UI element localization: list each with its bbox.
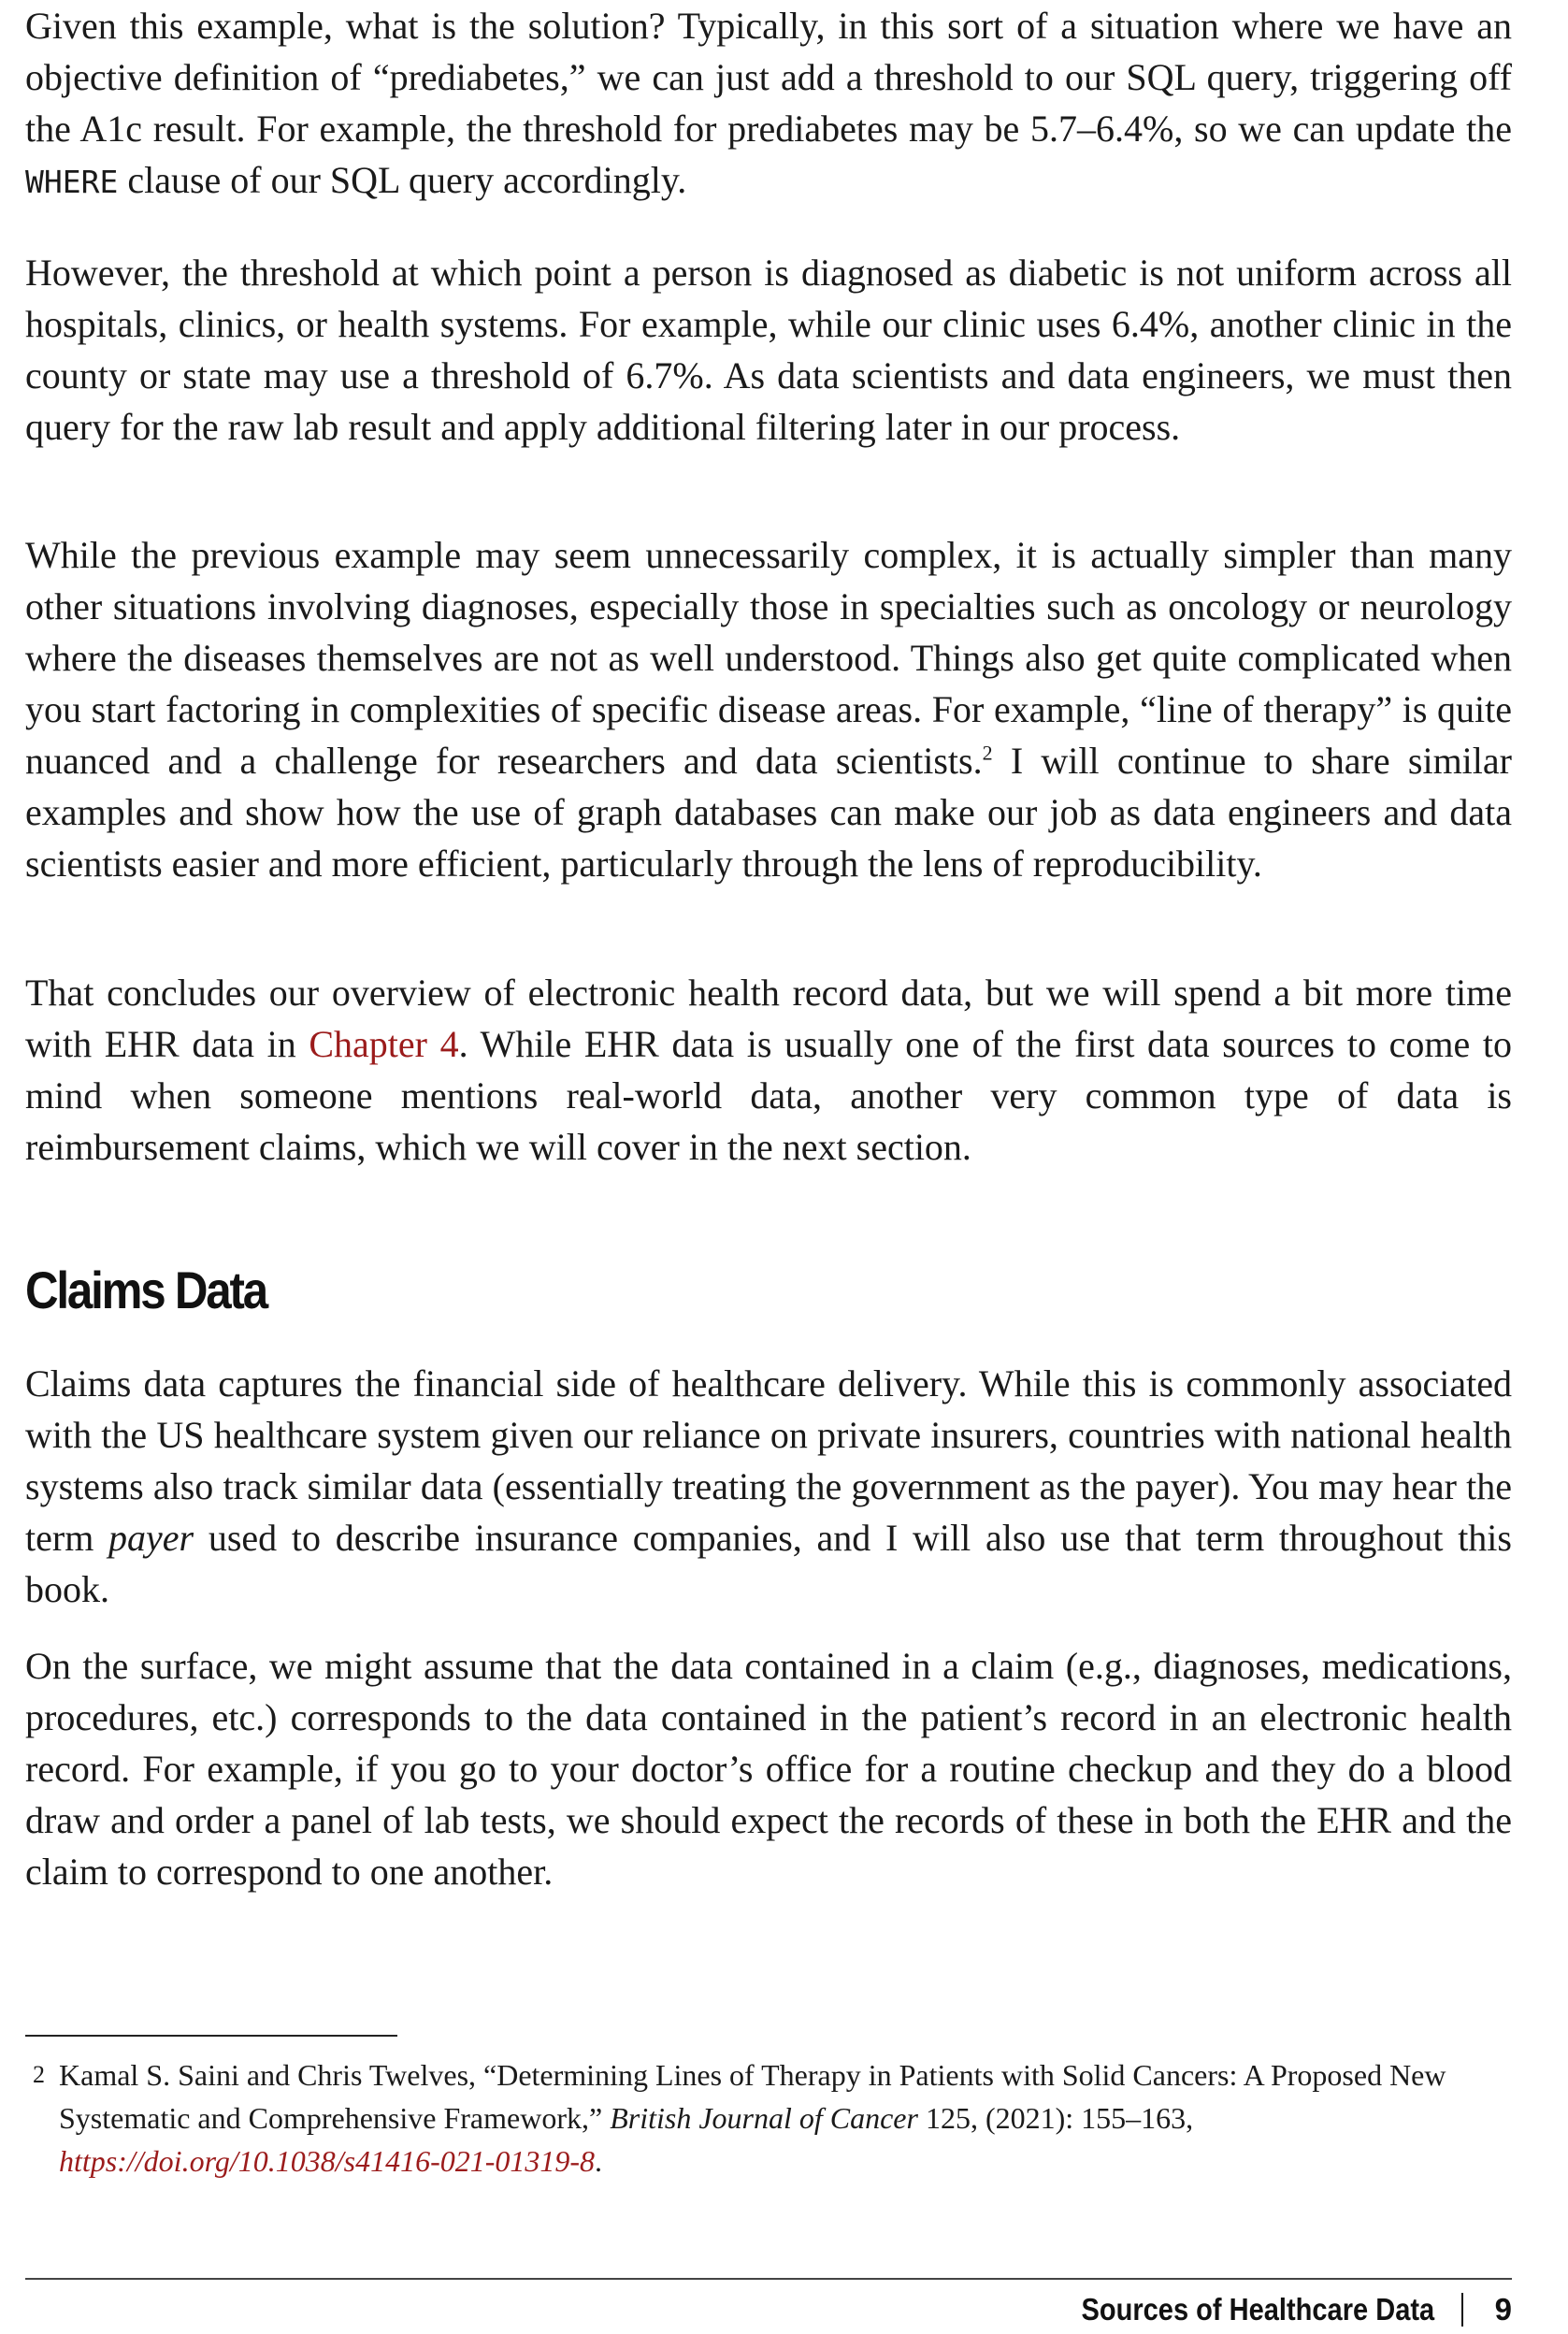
paragraph-4 bbox=[25, 967, 1512, 1173]
paragraph-6: On the surface, we might assume that the data contained in a claim (e.g., diagnoses, medications, procedures, etc.) corresponds to the data contained in the patient’s record in an electronic health record. For example, if you go to your doctor’s office for a routine checkup and they do a blood draw and order a panel of lab tests, we should expect the records of these in both the EHR and the claim to correspond to one another. bbox=[25, 1645, 1512, 1893]
footer-separator bbox=[1461, 2293, 1463, 2327]
footnote-reference-2[interactable]: 2 bbox=[982, 741, 993, 765]
footnote-doi-link[interactable]: https://doi.org/10.1038/s41416-021-01319-8 bbox=[59, 2144, 596, 2178]
chapter-4-link[interactable]: Chapter 4 bbox=[309, 1023, 459, 1065]
footnote-divider bbox=[25, 2035, 397, 2037]
paragraph-1-text-b: clause of our SQL query accordingly. bbox=[118, 159, 687, 201]
footnote-2 bbox=[25, 2053, 1512, 2183]
footnote-journal: British Journal of Cancer bbox=[610, 2101, 918, 2135]
paragraph-5-text-b: used to describe insurance companies, and I will also use that term throughout this book. bbox=[25, 1517, 1512, 1610]
paragraph-3-text-b: I will continue to share similar examples and show how the use of graph databases can make our job as data engineers and data scientists easier and more efficient, particularly through the lens of reproducibility. bbox=[25, 740, 1512, 885]
footnote-text bbox=[59, 2053, 1512, 2183]
paragraph-3 bbox=[25, 529, 1512, 889]
paragraph-3-text-a: While the previous example may seem unnecessarily complex, it is actually simpler than many other situations involving diagnoses, especially those in specialties such as oncology or neurology where the diseases themselves are not as well understood. Things also get quite complicated when you start factoring in complexities of specific disease areas. For example, “line of therapy” is quite nuanced and a challenge for researchers and data scientists. bbox=[25, 534, 1512, 782]
footer-chapter-title: Sources of Healthcare Data bbox=[1081, 2292, 1435, 2327]
paragraph-2: However, the threshold at which point a person is diagnosed as diabetic is not uniform across all hospitals, clinics, or health systems. For example, while our clinic uses 6.4%, another clinic in the county or state may use a threshold of 6.7%. As data scientists and data engineers, we must then query for the raw lab result and apply additional filtering later in our process. bbox=[25, 252, 1512, 448]
page-footer bbox=[1033, 2289, 1512, 2330]
paragraph-5-text-a: Claims data captures the financial side of healthcare delivery. While this is commonly associated with the US healthcare system given our reliance on private insurers, countries with national health systems also track similar data (essentially treating the government as the payer). You may hear the term bbox=[25, 1362, 1512, 1559]
page-number: 9 bbox=[1494, 2292, 1512, 2327]
paragraph-1-text-a: Given this example, what is the solution? Typically, in this sort of a situation where we have an objective definition of “prediabetes,” we can just add a threshold to our SQL query, triggering off the A1c result. For example, the threshold for prediabetes may be 5.7–6.4%, so we can update the bbox=[25, 5, 1512, 150]
paragraph-1 bbox=[25, 0, 1512, 208]
section-heading: Claims Data bbox=[25, 1261, 266, 1319]
footnote-text-a: Kamal S. Saini and Chris Twelves, “Determining Lines of Therapy in Patients with Solid Cancers: A Proposed New Systematic and Comprehensive Framework,” bbox=[59, 2058, 1446, 2135]
footer-divider bbox=[25, 2278, 1512, 2280]
paragraph-4-text-a: That concludes our overview of electronic health record data, but we will spend a bit more time with EHR data in bbox=[25, 972, 1512, 1065]
term-payer: payer bbox=[108, 1517, 194, 1559]
footnote-number: 2 bbox=[33, 2061, 45, 2088]
paragraph-4-text-b: . While EHR data is usually one of the first data sources to come to mind when someone mentions real-world data, another very common type of data is reimbursement claims, which we will cover in the next section. bbox=[25, 1023, 1512, 1168]
footnote-end: . bbox=[595, 2144, 603, 2178]
code-where: WHERE bbox=[25, 164, 119, 200]
footnote-text-b: 125, (2021): 155–163, bbox=[917, 2101, 1194, 2135]
paragraph-5 bbox=[25, 1358, 1512, 1615]
